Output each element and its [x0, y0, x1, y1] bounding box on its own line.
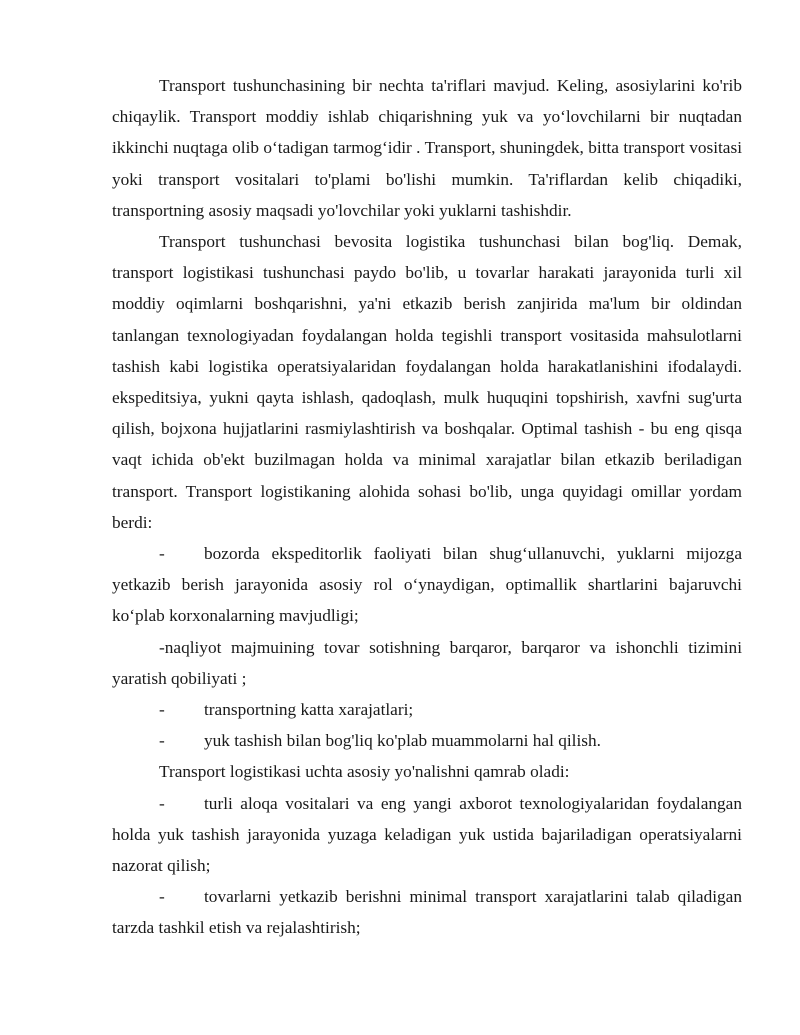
- paragraph-transport-definitions: Transport tushunchasining bir nechta ta'riflari mavjud. Keling, asosiylarini ko'rib chiqaylik. Transport moddiy ishlab chiqarishning yuk va yo‘lovchilarni bir nuqtadan ikkinchi nuqtaga olib o‘tadigan tarmog‘idir . Transport, shuningdek, bitta transport vositasi yoki transport vositalari to'plami bo'lishi mumkin. Ta'riflardan kelib chiqadiki, transportning asosiy maqsadi yo'lovchilar yoki yuklarni tashishdir.: [112, 76, 742, 220]
- list-item-text: bozorda ekspeditorlik faoliyati bilan shug‘ullanuvchi, yuklarni mijozga yetkazib berish jarayonida asosiy rol o‘ynaydigan, optimallik shartlarini bajaruvchi ko‘plab korxonalarning mavjudligi;: [112, 544, 742, 626]
- list-item-text: turli aloqa vositalari va eng yangi axborot texnologiyalaridan foydalangan holda yuk tashish jarayonida yuzaga keladigan yuk ustida bajariladigan operatsiyalarni nazorat qilish;: [112, 793, 742, 876]
- list-dash: -: [159, 731, 165, 751]
- list-item: [112, 694, 742, 725]
- document-page: [112, 70, 742, 944]
- list-dash: -: [159, 700, 165, 720]
- list-item: [112, 725, 742, 756]
- list-dash: -: [159, 793, 165, 813]
- list-dash: -: [159, 544, 165, 564]
- paragraph-naqliyot: -naqliyot majmuining tovar sotishning barqaror, barqaror va ishonchli tizimini yaratish qobiliyati ;: [112, 637, 742, 688]
- list-dash: -: [159, 887, 165, 907]
- list-item-text: tovarlarni yetkazib berishni minimal transport xarajatlarini talab qiladigan tarzda tashkil etish va rejalashtirish;: [112, 887, 742, 938]
- list-item: [112, 881, 742, 943]
- paragraph-transport-logistics: Transport tushunchasi bevosita logistika tushunchasi bilan bog'liq. Demak, transport logistikasi tushunchasi paydo bo'lib, u tovarlar harakati jarayonida turli xil moddiy oqimlarni boshqarishni, ya'ni etkazib berish zanjirida ma'lum bir oldindan tanlangan texnologiyadan foydalangan holda tegishli transport vositasida mahsulotlarni tashish kabi logistika operatsiyalaridan foydalangan holda harakatlanishini ifodalaydi. ekspeditsiya, yukni qayta ishlash, qadoqlash, mulk huquqini topshirish, xavfni sug'urta qilish, bojxona hujjatlarini rasmiylashtirish va boshqalar. Optimal tashish - bu eng qisqa vaqt ichida ob'ekt buzilmagan holda va minimal xarajatlar bilan etkazib beriladigan transport. Transport logistikaning alohida sohasi bo'lib, unga quyidagi omillar yordam berdi:: [112, 232, 742, 532]
- list-item: [112, 538, 742, 632]
- list-item: [112, 788, 742, 882]
- list-item-text: transportning katta xarajatlari;: [204, 700, 414, 720]
- list-item-text: yuk tashish bilan bog'liq ko'plab muammolarni hal qilish.: [204, 731, 601, 751]
- paragraph-three-directions: Transport logistikasi uchta asosiy yo'nalishni qamrab oladi:: [159, 762, 570, 782]
